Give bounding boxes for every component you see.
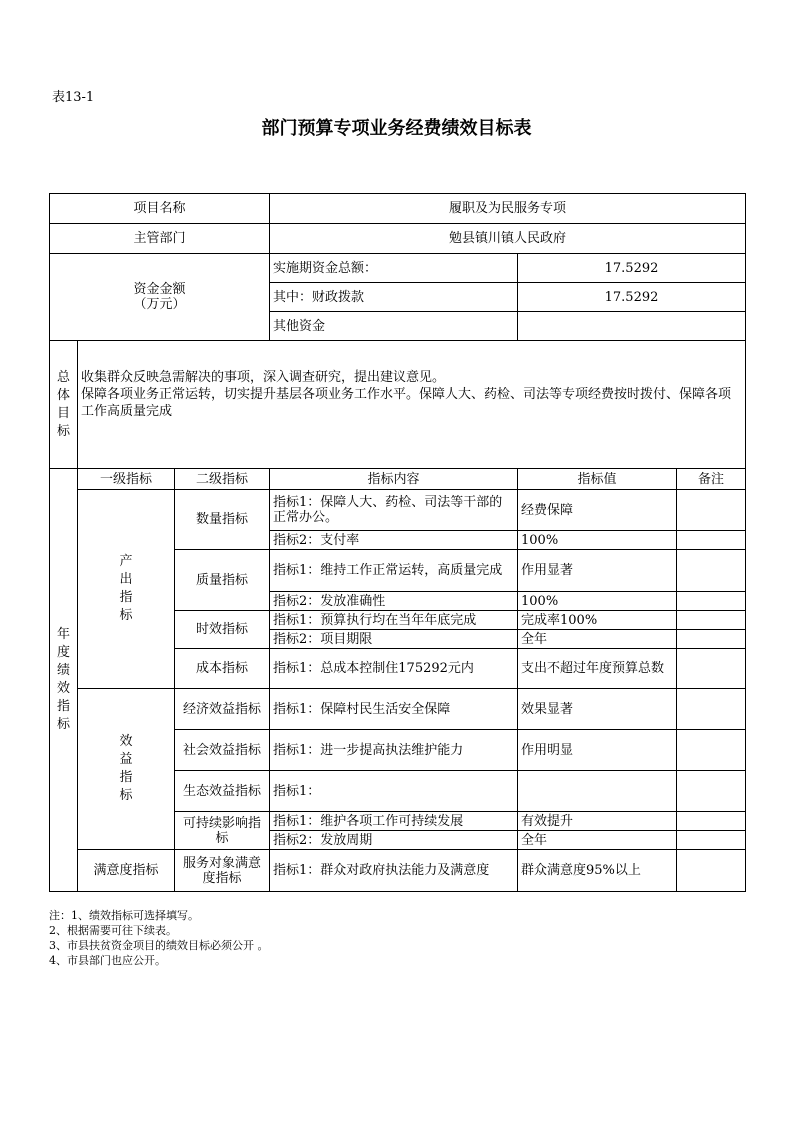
level2-social: 社会效益指标 bbox=[175, 730, 270, 771]
indicator-remark bbox=[677, 592, 746, 611]
level2-quality: 质量指标 bbox=[175, 550, 270, 611]
department-value: 勉县镇川镇人民政府 bbox=[270, 224, 746, 254]
indicator-content: 指标1：维护各项工作可持续发展 bbox=[270, 812, 518, 831]
note-1: 注：1、绩效指标可选择填写。 bbox=[49, 909, 199, 922]
indicator-value: 作用显著 bbox=[518, 550, 677, 592]
table-row bbox=[50, 689, 746, 730]
indicator-value: 全年 bbox=[518, 630, 677, 649]
indicator-value: 作用明显 bbox=[518, 730, 677, 771]
indicator-value: 100% bbox=[518, 531, 677, 550]
output-indicators-label: 产 出 指 标 bbox=[78, 490, 175, 689]
indicator-remark bbox=[677, 850, 746, 892]
note-4: 4、市县部门也应公开。 bbox=[49, 954, 166, 967]
indicator-value: 经费保障 bbox=[518, 490, 677, 531]
project-name-value: 履职及为民服务专项 bbox=[270, 194, 746, 224]
indicator-content: 指标1：群众对政府执法能力及满意度 bbox=[270, 850, 518, 892]
indicator-remark bbox=[677, 550, 746, 592]
indicator-remark bbox=[677, 771, 746, 812]
indicator-content: 指标1：保障村民生活安全保障 bbox=[270, 689, 518, 730]
total-funds-label: 实施期资金总额： bbox=[270, 254, 518, 283]
project-name-row bbox=[50, 194, 746, 224]
overall-goal-label: 总 体 目 标 bbox=[50, 341, 78, 469]
other-funds-label: 其他资金 bbox=[270, 312, 518, 341]
indicator-value: 效果显著 bbox=[518, 689, 677, 730]
level2-economic: 经济效益指标 bbox=[175, 689, 270, 730]
project-name-label: 项目名称 bbox=[50, 194, 270, 224]
indicator-remark bbox=[677, 730, 746, 771]
indicator-content: 指标1：进一步提高执法维护能力 bbox=[270, 730, 518, 771]
level2-timeliness: 时效指标 bbox=[175, 611, 270, 649]
indicator-content: 指标1：总成本控制住175292元内 bbox=[270, 649, 518, 689]
overall-goal-text bbox=[78, 341, 746, 469]
indicator-remark bbox=[677, 611, 746, 630]
indicator-content: 指标1： bbox=[270, 771, 518, 812]
indicator-value: 全年 bbox=[518, 831, 677, 850]
indicator-remark bbox=[677, 490, 746, 531]
annual-indicators-label: 年 度 绩 效 指 标 bbox=[50, 469, 78, 892]
indicator-header-row bbox=[50, 469, 746, 490]
fiscal-funds-label: 其中：财政拨款 bbox=[270, 283, 518, 312]
indicator-remark bbox=[677, 649, 746, 689]
funds-label-line1: 资金金额 bbox=[133, 282, 186, 297]
benefit-indicators-label: 效 益 指 标 bbox=[78, 689, 175, 850]
indicator-content: 指标2：支付率 bbox=[270, 531, 518, 550]
satisfaction-indicator-label: 满意度指标 bbox=[78, 850, 175, 892]
funds-label-line2: （万元） bbox=[133, 297, 186, 312]
indicator-content: 指标1：维持工作正常运转，高质量完成 bbox=[270, 550, 518, 592]
header-value: 指标值 bbox=[518, 469, 677, 490]
indicator-content: 指标2：项目期限 bbox=[270, 630, 518, 649]
department-row bbox=[50, 224, 746, 254]
header-content: 指标内容 bbox=[270, 469, 518, 490]
header-remark: 备注 bbox=[677, 469, 746, 490]
department-label: 主管部门 bbox=[50, 224, 270, 254]
overall-goal-line1: 收集群众反映急需解决的事项，深入调查研究，提出建议意见。 bbox=[81, 370, 446, 385]
total-funds-value: 17.5292 bbox=[518, 254, 746, 283]
level2-service-satisfaction: 服务对象满意度指标 bbox=[175, 850, 270, 892]
page-title: 部门预算专项业务经费绩效目标表 bbox=[261, 118, 532, 139]
indicator-value: 支出不超过年度预算总数 bbox=[518, 649, 677, 689]
note-2: 2、根据需要可往下续表。 bbox=[49, 924, 177, 937]
indicator-remark bbox=[677, 531, 746, 550]
header-level1: 一级指标 bbox=[78, 469, 175, 490]
indicator-remark bbox=[677, 689, 746, 730]
indicator-value: 有效提升 bbox=[518, 812, 677, 831]
note-3: 3、市县扶贫资金项目的绩效目标必须公开 。 bbox=[49, 939, 269, 952]
indicator-content: 指标1：保障人大、药检、司法等干部的正常办公。 bbox=[270, 490, 518, 531]
level2-ecological: 生态效益指标 bbox=[175, 771, 270, 812]
level2-cost: 成本指标 bbox=[175, 649, 270, 689]
funds-label bbox=[50, 254, 270, 341]
indicator-content: 指标1：预算执行均在当年年底完成 bbox=[270, 611, 518, 630]
other-funds-value bbox=[518, 312, 746, 341]
indicator-remark bbox=[677, 630, 746, 649]
overall-goal-row bbox=[50, 341, 746, 469]
level2-sustainability: 可持续影响指标 bbox=[175, 812, 270, 850]
table-label: 表13-1 bbox=[52, 90, 95, 105]
indicator-value: 完成率100% bbox=[518, 611, 677, 630]
funds-total-row bbox=[50, 254, 746, 283]
indicator-remark bbox=[677, 831, 746, 850]
indicator-value: 群众满意度95%以上 bbox=[518, 850, 677, 892]
header-level2: 二级指标 bbox=[175, 469, 270, 490]
table-row bbox=[50, 850, 746, 892]
level2-quantity: 数量指标 bbox=[175, 490, 270, 550]
indicator-content: 指标2：发放准确性 bbox=[270, 592, 518, 611]
indicator-value: 100% bbox=[518, 592, 677, 611]
indicator-content: 指标2：发放周期 bbox=[270, 831, 518, 850]
notes bbox=[49, 908, 269, 968]
performance-target-table bbox=[49, 193, 746, 892]
indicator-value bbox=[518, 771, 677, 812]
overall-goal-line2: 保障各项业务正常运转，切实提升基层各项业务工作水平。保障人大、药检、司法等专项经费按时拨付、保障各项工作高质量完成 bbox=[81, 387, 732, 419]
table-row bbox=[50, 490, 746, 531]
indicator-remark bbox=[677, 812, 746, 831]
fiscal-funds-value: 17.5292 bbox=[518, 283, 746, 312]
